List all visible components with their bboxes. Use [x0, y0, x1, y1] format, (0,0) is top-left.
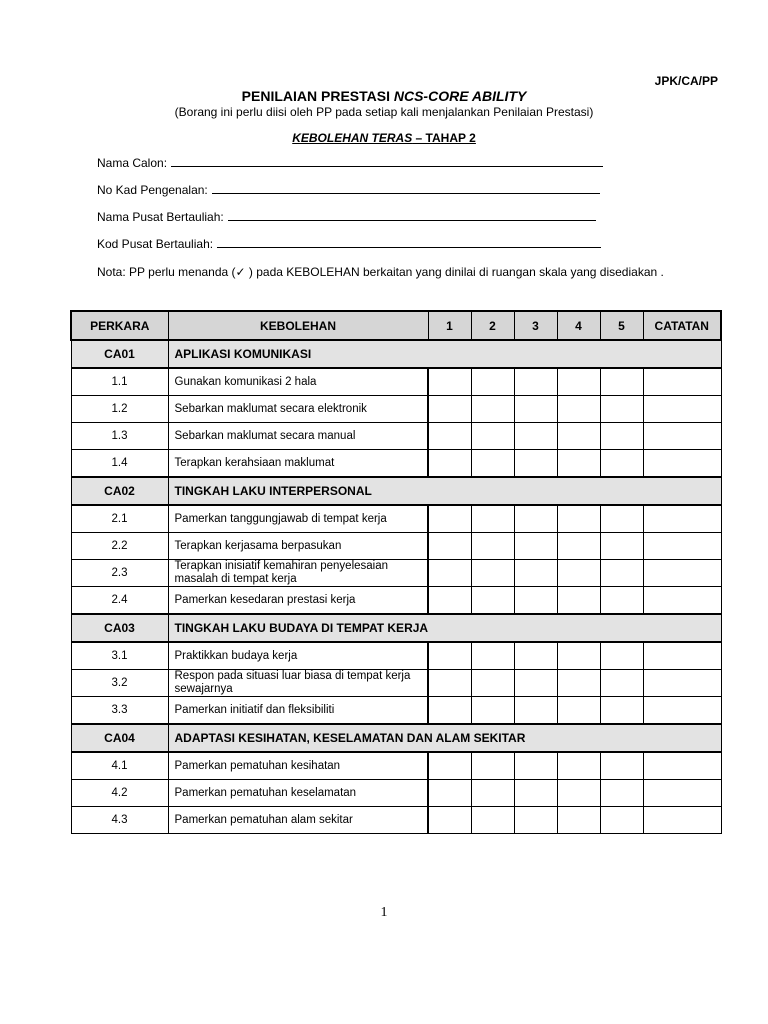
scale-cell-3[interactable] — [514, 560, 557, 587]
scale-cell-4[interactable] — [557, 396, 600, 423]
category-code: CA02 — [71, 477, 168, 505]
scale-cell-1[interactable] — [428, 670, 471, 697]
scale-cell-3[interactable] — [514, 780, 557, 807]
scale-cell-4[interactable] — [557, 697, 600, 725]
scale-cell-4[interactable] — [557, 670, 600, 697]
scale-cell-5[interactable] — [600, 780, 643, 807]
section-title-emphasis: KEBOLEHAN TERAS — [292, 131, 413, 145]
page-subtitle: (Borang ini perlu diisi oleh PP pada setiap kali menjalankan Penilaian Prestasi) — [174, 105, 594, 119]
scale-cell-1[interactable] — [428, 423, 471, 450]
scale-cell-4[interactable] — [557, 807, 600, 834]
item-number: 4.3 — [71, 807, 168, 834]
scale-cell-2[interactable] — [471, 450, 514, 478]
item-number: 3.1 — [71, 642, 168, 670]
item-description: Terapkan kerahsiaan maklumat — [168, 450, 428, 478]
table-row — [71, 533, 721, 560]
item-number: 1.3 — [71, 423, 168, 450]
category-title: ADAPTASI KESIHATAN, KESELAMATAN DAN ALAM SEKITAR — [168, 724, 721, 752]
scale-cell-5[interactable] — [600, 752, 643, 780]
scale-cell-3[interactable] — [514, 396, 557, 423]
table-row — [71, 505, 721, 533]
scale-cell-3[interactable] — [514, 642, 557, 670]
catatan-cell[interactable] — [643, 505, 721, 533]
item-number: 3.2 — [71, 670, 168, 697]
scale-cell-4[interactable] — [557, 533, 600, 560]
scale-cell-1[interactable] — [428, 587, 471, 615]
scale-cell-3[interactable] — [514, 533, 557, 560]
scale-cell-1[interactable] — [428, 560, 471, 587]
scale-cell-3[interactable] — [514, 423, 557, 450]
catatan-cell[interactable] — [643, 752, 721, 780]
item-description: Pamerkan tanggungjawab di tempat kerja — [168, 505, 428, 533]
item-number: 3.3 — [71, 697, 168, 725]
scale-cell-5[interactable] — [600, 807, 643, 834]
scale-cell-2[interactable] — [471, 368, 514, 396]
catatan-cell[interactable] — [643, 807, 721, 834]
no-kad-field[interactable] — [97, 183, 600, 197]
scale-cell-1[interactable] — [428, 697, 471, 725]
table-row — [71, 560, 721, 587]
nama-pusat-label: Nama Pusat Bertauliah: — [97, 210, 224, 224]
item-description: Pamerkan kesedaran prestasi kerja — [168, 587, 428, 615]
scale-cell-2[interactable] — [471, 533, 514, 560]
item-description: Sebarkan maklumat secara elektronik — [168, 396, 428, 423]
scale-cell-4[interactable] — [557, 587, 600, 615]
item-number: 2.4 — [71, 587, 168, 615]
scale-cell-4[interactable] — [557, 450, 600, 478]
scale-cell-5[interactable] — [600, 642, 643, 670]
item-description: Praktikkan budaya kerja — [168, 642, 428, 670]
catatan-cell[interactable] — [643, 450, 721, 478]
page-title — [0, 88, 768, 104]
assessment-table — [70, 310, 722, 834]
header-scale-3: 3 — [514, 311, 557, 340]
catatan-cell[interactable] — [643, 560, 721, 587]
scale-cell-4[interactable] — [557, 642, 600, 670]
kod-pusat-label: Kod Pusat Bertauliah: — [97, 237, 214, 251]
scale-cell-3[interactable] — [514, 752, 557, 780]
table-row — [71, 670, 721, 697]
category-code: CA04 — [71, 724, 168, 752]
scale-cell-5[interactable] — [600, 505, 643, 533]
scale-cell-4[interactable] — [557, 780, 600, 807]
category-title: APLIKASI KOMUNIKASI — [168, 340, 721, 368]
table-row — [71, 368, 721, 396]
scale-cell-5[interactable] — [600, 697, 643, 725]
category-row-ca01 — [71, 340, 721, 368]
category-title: TINGKAH LAKU INTERPERSONAL — [168, 477, 721, 505]
scale-cell-3[interactable] — [514, 807, 557, 834]
table-row — [71, 423, 721, 450]
scale-cell-4[interactable] — [557, 505, 600, 533]
catatan-cell[interactable] — [643, 697, 721, 725]
item-description: Pamerkan initiatif dan fleksibiliti — [168, 697, 428, 725]
header-scale-5: 5 — [600, 311, 643, 340]
table-row — [71, 396, 721, 423]
scale-cell-3[interactable] — [514, 450, 557, 478]
scale-cell-4[interactable] — [557, 752, 600, 780]
header-perkara: PERKARA — [71, 311, 168, 340]
header-scale-4: 4 — [557, 311, 600, 340]
document-reference-code: JPK/CA/PP — [654, 74, 718, 88]
category-code: CA03 — [71, 614, 168, 642]
scale-cell-2[interactable] — [471, 642, 514, 670]
section-title-rest: – TAHAP 2 — [412, 131, 476, 145]
scale-cell-2[interactable] — [471, 780, 514, 807]
catatan-cell[interactable] — [643, 780, 721, 807]
table-row — [71, 642, 721, 670]
no-kad-label: No Kad Pengenalan: — [97, 183, 208, 197]
category-code: CA01 — [71, 340, 168, 368]
item-description: Terapkan kerjasama berpasukan — [168, 533, 428, 560]
header-kebolehan: KEBOLEHAN — [168, 311, 428, 340]
scale-cell-4[interactable] — [557, 368, 600, 396]
section-title — [0, 131, 768, 145]
scale-cell-2[interactable] — [471, 587, 514, 615]
header-scale-2: 2 — [471, 311, 514, 340]
scale-cell-3[interactable] — [514, 505, 557, 533]
table-row — [71, 697, 721, 725]
item-description: Gunakan komunikasi 2 hala — [168, 368, 428, 396]
scale-cell-2[interactable] — [471, 807, 514, 834]
scale-cell-5[interactable] — [600, 450, 643, 478]
scale-cell-4[interactable] — [557, 560, 600, 587]
item-description: Terapkan inisiatif kemahiran penyelesaian masalah di tempat kerja — [168, 560, 428, 587]
category-title: TINGKAH LAKU BUDAYA DI TEMPAT KERJA — [168, 614, 721, 642]
catatan-cell[interactable] — [643, 642, 721, 670]
no-kad-line[interactable] — [212, 183, 600, 194]
catatan-cell[interactable] — [643, 423, 721, 450]
nama-calon-field[interactable] — [97, 156, 603, 170]
catatan-cell[interactable] — [643, 396, 721, 423]
scale-cell-5[interactable] — [600, 423, 643, 450]
item-description: Respon pada situasi luar biasa di tempat kerja sewajarnya — [168, 670, 428, 697]
table-row — [71, 807, 721, 834]
item-number: 1.4 — [71, 450, 168, 478]
table-row — [71, 780, 721, 807]
item-number: 4.2 — [71, 780, 168, 807]
scale-cell-5[interactable] — [600, 587, 643, 615]
scale-cell-5[interactable] — [600, 560, 643, 587]
scale-cell-4[interactable] — [557, 423, 600, 450]
nama-pusat-line[interactable] — [228, 210, 596, 221]
kod-pusat-line[interactable] — [217, 237, 601, 248]
scale-cell-2[interactable] — [471, 423, 514, 450]
header-scale-1: 1 — [428, 311, 471, 340]
scale-cell-2[interactable] — [471, 505, 514, 533]
item-number: 2.2 — [71, 533, 168, 560]
instruction-note: Nota: PP perlu menanda (✓ ) pada KEBOLEHAN berkaitan yang dinilai di ruangan skala yang disediakan . — [97, 265, 664, 279]
item-description: Pamerkan pematuhan keselamatan — [168, 780, 428, 807]
category-row-ca02 — [71, 477, 721, 505]
scale-cell-3[interactable] — [514, 670, 557, 697]
scale-cell-2[interactable] — [471, 697, 514, 725]
scale-cell-5[interactable] — [600, 533, 643, 560]
nama-calon-line[interactable] — [171, 156, 603, 167]
item-description: Sebarkan maklumat secara manual — [168, 423, 428, 450]
scale-cell-1[interactable] — [428, 505, 471, 533]
item-number: 4.1 — [71, 752, 168, 780]
category-row-ca04 — [71, 724, 721, 752]
title-emphasis: NCS-CORE ABILITY — [393, 88, 527, 104]
scale-cell-2[interactable] — [471, 670, 514, 697]
scale-cell-1[interactable] — [428, 752, 471, 780]
catatan-cell[interactable] — [643, 533, 721, 560]
page-number: 1 — [380, 905, 388, 920]
item-description: Pamerkan pematuhan alam sekitar — [168, 807, 428, 834]
scale-cell-2[interactable] — [471, 752, 514, 780]
item-number: 1.2 — [71, 396, 168, 423]
category-row-ca03 — [71, 614, 721, 642]
scale-cell-3[interactable] — [514, 368, 557, 396]
scale-cell-2[interactable] — [471, 560, 514, 587]
scale-cell-1[interactable] — [428, 368, 471, 396]
scale-cell-5[interactable] — [600, 670, 643, 697]
table-row — [71, 752, 721, 780]
kod-pusat-field[interactable] — [97, 237, 601, 251]
scale-cell-5[interactable] — [600, 396, 643, 423]
nama-calon-label: Nama Calon: — [97, 156, 168, 170]
table-row — [71, 450, 721, 478]
scale-cell-5[interactable] — [600, 368, 643, 396]
scale-cell-2[interactable] — [471, 396, 514, 423]
item-number: 2.1 — [71, 505, 168, 533]
table-header-row — [71, 311, 721, 340]
scale-cell-1[interactable] — [428, 533, 471, 560]
scale-cell-1[interactable] — [428, 807, 471, 834]
scale-cell-1[interactable] — [428, 780, 471, 807]
item-number: 2.3 — [71, 560, 168, 587]
scale-cell-1[interactable] — [428, 642, 471, 670]
catatan-cell[interactable] — [643, 587, 721, 615]
scale-cell-3[interactable] — [514, 587, 557, 615]
table-row — [71, 587, 721, 615]
catatan-cell[interactable] — [643, 368, 721, 396]
item-description: Pamerkan pematuhan kesihatan — [168, 752, 428, 780]
nama-pusat-field[interactable] — [97, 210, 596, 224]
scale-cell-3[interactable] — [514, 697, 557, 725]
title-prefix: PENILAIAN PRESTASI — [241, 88, 394, 104]
catatan-cell[interactable] — [643, 670, 721, 697]
scale-cell-1[interactable] — [428, 450, 471, 478]
scale-cell-1[interactable] — [428, 396, 471, 423]
header-catatan: CATATAN — [643, 311, 721, 340]
item-number: 1.1 — [71, 368, 168, 396]
